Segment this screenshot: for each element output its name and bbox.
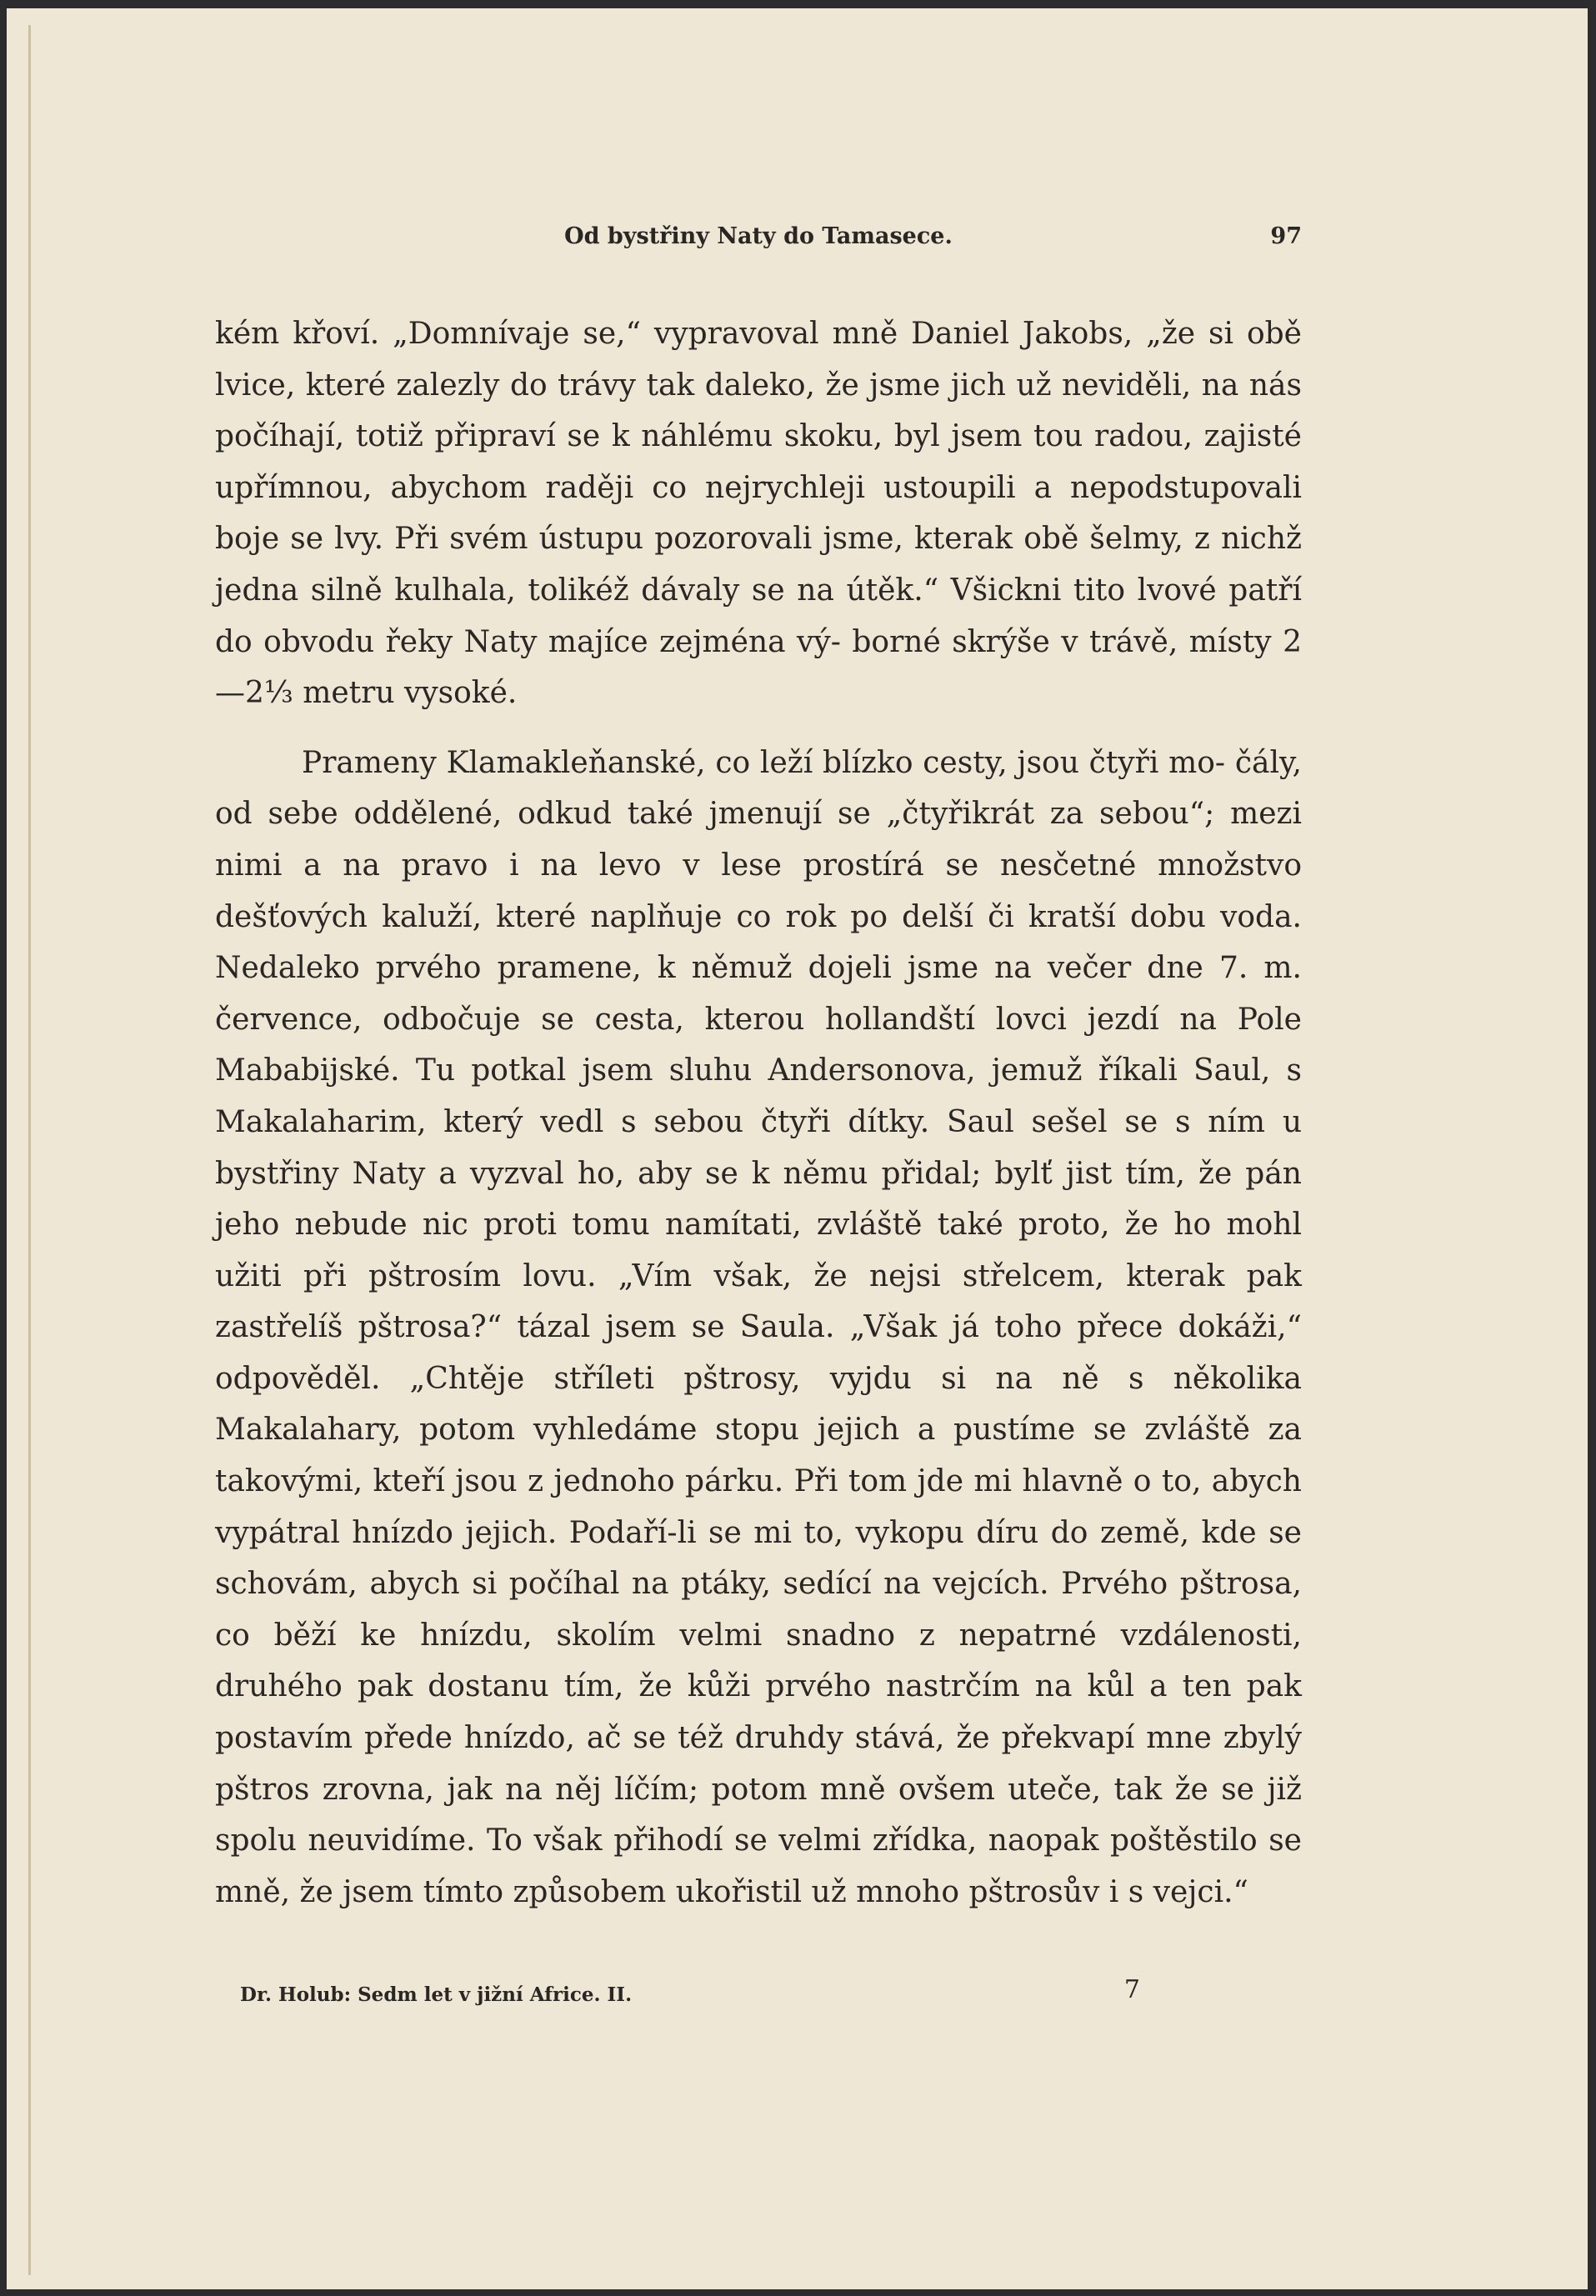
text-line: ovšem uteče, tak že se již spolu neuvidíme. To však přihodí se velmi bbox=[215, 1772, 1302, 1858]
text-line: dešťových kaluží, které naplňuje co rok po delší či kratší dobu voda. bbox=[215, 899, 1302, 934]
text-line: Nedaleko prvého pramene, k němuž dojeli jsme na večer dne 7. m. bbox=[215, 951, 1302, 986]
text-line: čály, od sebe oddělené, odkud také jmenují se „čtyřikrát za sebou“; bbox=[215, 745, 1302, 832]
scan-border-left bbox=[0, 0, 7, 2296]
text-line: vzdálenosti, druhého pak dostanu tím, že kůži prvého nastrčím na bbox=[215, 1618, 1302, 1704]
text-line: pak zastřelíš pštrosa?“ tázal jsem se Saula. „Však já toho přece bbox=[215, 1258, 1302, 1345]
scan-border-right bbox=[1588, 0, 1596, 2296]
text-line: že pán jeho nebude nic proti tomu namítati, zvláště také proto, že bbox=[215, 1156, 1302, 1243]
running-head bbox=[215, 223, 1302, 260]
text-line: ho mohl užiti při pštrosím lovu. „Vím však, že nejsi střelcem, kterak bbox=[215, 1208, 1302, 1293]
running-title: Od bystřiny Naty do Tamasece. bbox=[564, 223, 953, 249]
body-text bbox=[215, 308, 1302, 1918]
text-line: kůl a ten pak postavím přede hnízdo, ač se též druhdy stává, že bbox=[215, 1669, 1303, 1756]
text-line: Makalahary, potom vyhledáme stopu jejich a pustíme se zvláště za bbox=[215, 1413, 1302, 1448]
text-line: radou, zajisté upřímnou, abychom raději co nejrychleji ustoupili bbox=[215, 419, 1302, 505]
text-line: Všickni tito lvové patří do obvodu řeky Naty majíce zejména vý- bbox=[215, 573, 1302, 659]
text-line: na nás počíhají, totiž připraví se k náhlému skoku, byl jsem tou bbox=[215, 368, 1302, 454]
text-line: Prvého pštrosa, co běží ke hnízdu, skolím velmi snadno z nepatrné bbox=[215, 1567, 1302, 1653]
text-line: takovými, kteří jsou z jednoho párku. Při tom jde mi hlavně o to, bbox=[215, 1464, 1202, 1499]
text-line: u bystřiny Naty a vyzval ho, aby se k němu přidal; bylť jist tím, bbox=[215, 1104, 1302, 1191]
scan-border-bottom bbox=[0, 2289, 1596, 2296]
page-footer bbox=[240, 1975, 1140, 2017]
paragraph bbox=[215, 308, 1302, 719]
text-line: Mababijské. Tu potkal jsem sluhu Andersonova, jemuž říkali Saul, bbox=[215, 1053, 1271, 1088]
text-line: s Makalaharim, který vedl s sebou čtyři dítky. Saul sešel se s ním bbox=[215, 1053, 1302, 1139]
text-line: abych vypátral hnízdo jejich. Podaří-li se mi to, vykopu díru do bbox=[215, 1464, 1302, 1550]
text-line: kém křoví. „Domnívaje se,“ vypravoval mně Daniel Jakobs, „že si obě bbox=[215, 317, 1302, 351]
page-number: 97 bbox=[1270, 223, 1302, 249]
text-line: Prameny Klamakleňanské, co leží blízko cesty, jsou čtyři mo- bbox=[302, 745, 1226, 780]
text-line: mnoho pštrosův i s vejci.“ bbox=[856, 1874, 1248, 1909]
paragraph bbox=[215, 738, 1302, 1918]
text-line: země, kde se schovám, abych si počíhal na ptáky, sedící na vejcích. bbox=[215, 1515, 1302, 1602]
text-line: zřídka, naopak poštěstilo se mně, že jsem tímto způsobem ukořistil už bbox=[215, 1823, 1302, 1909]
signature-mark: 7 bbox=[1123, 1975, 1140, 2004]
text-line: překvapí mne zbylý pštros zrovna, jak na něj líčím; potom mně bbox=[215, 1721, 1302, 1807]
text-line: dokáži,“ odpověděl. „Chtěje stříleti pštrosy, vyjdu si na ně s několika bbox=[215, 1310, 1302, 1396]
text-line: mezi nimi a na pravo i na levo v lese prostírá se nesčetné množstvo bbox=[215, 797, 1302, 883]
text-line: lvice, které zalezly do trávy tak daleko, že jsme jich už neviděli, bbox=[215, 368, 1192, 403]
text-line: obě šelmy, z nichž jedna silně kulhala, tolikéž dávaly se na útěk.“ bbox=[215, 522, 1302, 608]
signature-line: Dr. Holub: Sedm let v jižní Africe. II. bbox=[240, 1983, 633, 2006]
text-line: borné skrýše v trávě, místy 2—2⅓ metru vysoké. bbox=[215, 624, 1302, 711]
page-gutter bbox=[28, 25, 31, 2275]
scan-border-top bbox=[0, 0, 1596, 8]
text-line: a nepodstupovali boje se lvy. Při svém ústupu pozorovali jsme, kterak bbox=[215, 470, 1302, 557]
text-line: července, odbočuje se cesta, kterou hollandští lovci jezdí na Pole bbox=[215, 1002, 1302, 1037]
